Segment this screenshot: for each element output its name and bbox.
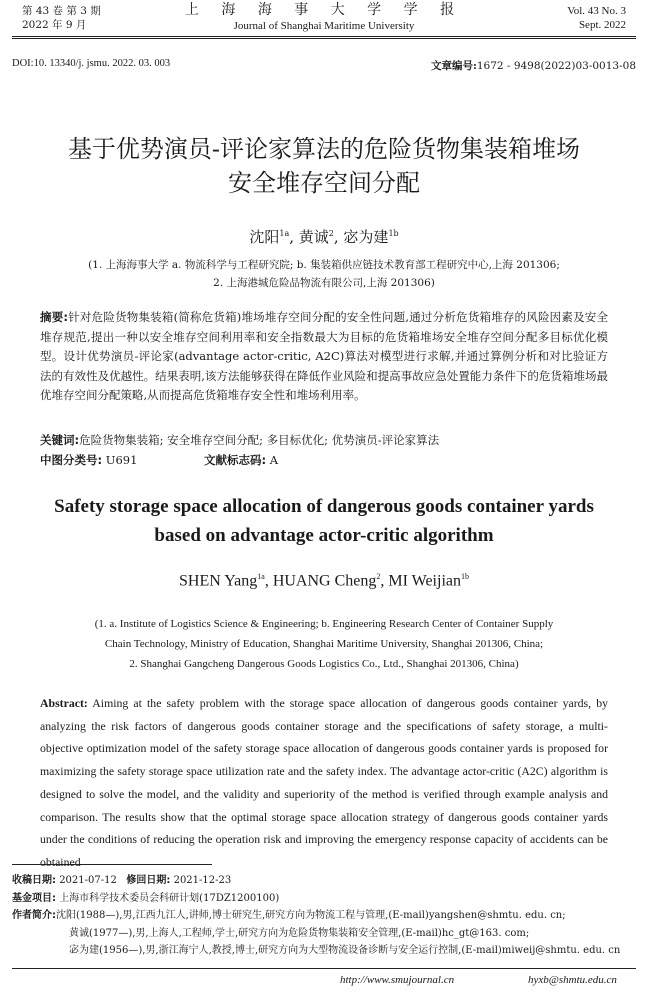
affiliations-en <box>0 614 648 674</box>
clc-number <box>40 452 137 468</box>
affiliations-zh <box>0 256 648 292</box>
header-rule-bottom <box>12 38 636 39</box>
title-zh <box>0 132 648 200</box>
abstract-zh <box>40 308 608 406</box>
keywords-text: 危险货物集装箱; 安全堆存空间分配; 多目标优化; 优势演员-评论家算法 <box>79 433 440 447</box>
title-en-line1: Safety storage space allocation of dangerous goods container yards <box>54 496 594 517</box>
footnote-bio1 <box>12 907 636 925</box>
footnote-bio3: 宓为建(1956—),男,浙江海宁人,教授,博士,研究方向为大型物流设备诊断与安全运行控制,(E-mail)miweij@shmtu. edu. cn <box>69 945 621 956</box>
author-zh-1-aff: 1a <box>279 229 290 238</box>
keywords <box>40 431 608 450</box>
article-number-value: 1672 - 9498(2022)03-0013-08 <box>476 60 636 72</box>
page-header <box>0 0 648 40</box>
author-zh-2: 黄诚 <box>298 228 329 246</box>
author-en-3-aff: 1b <box>460 572 469 581</box>
authors-en: SHEN Yang$^{1a}$, HUANG Cheng$^2$, MI Weijian$^{1b}$ <box>179 572 469 590</box>
affiliation-zh-line1: (1. 上海海事大学 a. 物流科学与工程研究院; b. 集装箱供应链技术教育部工程研究中心,上海 201306; <box>88 259 560 271</box>
revised-label: 修回日期: <box>126 875 171 886</box>
clc-label: 中图分类号: <box>40 453 103 467</box>
journal-name-zh: 上 海 海 事 大 学 学 报 <box>184 2 464 18</box>
bio-label: 作者简介: <box>12 910 56 921</box>
footnote-dates <box>12 872 636 890</box>
article-number-label: 文章编号: <box>430 60 477 72</box>
clc-value: U691 <box>105 453 138 467</box>
date-en: Sept. 2022 <box>578 19 626 31</box>
author-zh-1: 沈阳 <box>249 228 280 246</box>
title-en-line2: based on advantage actor-critic algorithm <box>154 525 494 546</box>
footer-email[interactable]: hyxb@shmtu.edu.cn <box>528 974 617 986</box>
header-right <box>567 4 626 32</box>
author-en-1-aff: 1a <box>257 572 265 581</box>
footnotes <box>12 872 636 960</box>
fund-text: 上海市科学技术委员会科研计划(17DZ1200100) <box>59 892 280 904</box>
volume-en: Vol. 43 No. 3 <box>567 5 626 17</box>
title-zh-line1: 基于优势演员-评论家算法的危险货物集装箱堆场 <box>67 135 581 163</box>
author-en-1: SHEN Yang <box>179 572 258 590</box>
volume-zh: 第 43 卷 第 3 期 <box>22 5 101 17</box>
date-zh: 2022 年 9 月 <box>22 19 87 31</box>
bio1-text: 沈阳(1988—),男,江西九江人,讲师,博士研究生,研究方向为物流工程与管理,(E-mail)yangshen@shmtu. edu. cn; <box>56 910 566 921</box>
author-zh-2-aff: 2 <box>328 229 334 238</box>
footnote-fund <box>12 890 636 908</box>
abstract-en-label: Abstract: <box>40 696 88 710</box>
footer-rule <box>12 968 636 969</box>
abstract-en-text: Aiming at the safety problem with the storage space allocation of dangerous goods container yards, by analyzing the risk factors of dangerous goods container storage and the specifications of safety storage, a multi-objective optimization model of the safety storage space allocation of dangerous goods container yards is proposed for maximizing the safety storage space utilization rate and the safety index. The advantage actor-critic (A2C) algorithm is designed to solve the model, and the validity and superiority of the method is verified through example analysis and comparison. The results show that the optimal storage space allocation strategy of dangerous goods container yards under the conditions of reducing the operation risk and improving the emergency response capacity of accidents can be obtained <box>40 696 608 869</box>
footnote-bio2: 黄诚(1977—),男,上海人,工程师,学士,研究方向为危险货物集装箱安全管理,(E-mail)hc_gt@163. com; <box>69 927 530 939</box>
document-code <box>204 452 278 468</box>
author-en-2-aff: 2 <box>376 572 381 581</box>
header-center <box>0 2 648 33</box>
doi: DOI:10. 13340/j. jsmu. 2022. 03. 003 <box>12 58 171 69</box>
affiliation-en-line2: Chain Technology, Ministry of Education, Shanghai Maritime University, Shanghai 201306, China; <box>104 638 544 650</box>
authors-zh: 沈阳$^{1a}$, 黄诚$^2$, 宓为建$^{1b}$ <box>249 228 399 246</box>
affiliation-zh-line2: 2. 上海港城危险品物流有限公司,上海 201306) <box>213 277 435 289</box>
author-zh-3-aff: 1b <box>388 229 399 238</box>
article-number <box>431 58 636 73</box>
affiliation-en-line3: 2. Shanghai Gangcheng Dangerous Goods Logistics Co., Ltd., Shanghai 201306, China) <box>129 658 519 670</box>
keywords-label: 关键词: <box>40 433 80 447</box>
document-code-value: A <box>269 453 279 467</box>
title-en <box>0 492 648 550</box>
footer-website[interactable]: http://www.smujournal.cn <box>340 974 455 986</box>
revised-date: 2021-12-23 <box>173 875 232 886</box>
abstract-zh-text: 针对危险货物集装箱(简称危货箱)堆场堆存空间分配的安全性问题,通过分析危货箱堆存的风险因素及安全堆存规范,提出一种以安全堆存空间利用率和安全指数最大为目标的危货箱堆场安全堆存空间分配多目标优化模型。设计优势演员-评论家(advantage actor-critic, A2C)算法对模型进行求解,并通过算例分析和对比验证方法的有效性及优越性。结果表明,该方法能够获得在降低作业风险和提高事故应急处置能力条件下的危货箱堆场最优堆存空间分配策略,从而提高危货箱堆存安全性和堆场利用率。 <box>40 310 608 402</box>
affiliation-en-line1: (1. a. Institute of Logistics Science & Engineering; b. Engineering Research Center of Container Supply <box>94 618 554 630</box>
author-en-3: MI Weijian <box>388 572 461 590</box>
author-en-2: HUANG Cheng <box>272 572 377 590</box>
journal-name-en: Journal of Shanghai Maritime University <box>233 20 415 32</box>
author-zh-3: 宓为建 <box>343 228 389 246</box>
title-zh-line2: 安全堆存空间分配 <box>228 169 420 197</box>
header-rule-top <box>12 36 636 37</box>
received-label: 收稿日期: <box>12 875 56 886</box>
abstract-en <box>40 692 608 874</box>
fund-label: 基金项目: <box>12 892 56 904</box>
abstract-zh-label: 摘要: <box>40 310 69 324</box>
document-code-label: 文献标志码: <box>204 453 267 467</box>
footnote-rule <box>12 864 212 865</box>
received-date: 2021-07-12 <box>59 875 117 886</box>
